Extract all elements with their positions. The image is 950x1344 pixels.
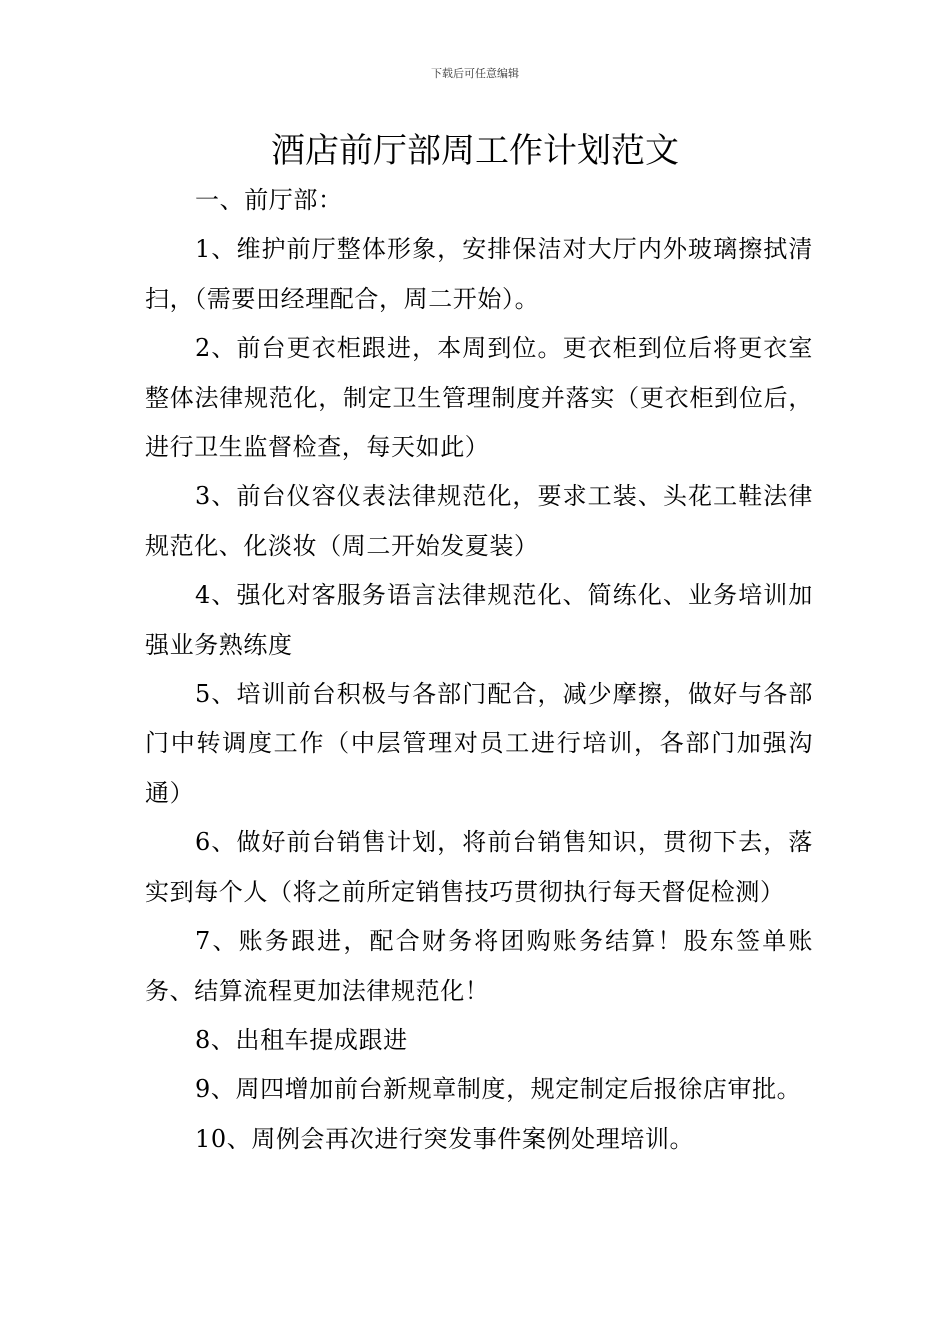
plan-item-8: 8、出租车提成跟进	[195, 1025, 408, 1054]
section-heading: 一、前厅部：	[195, 186, 343, 214]
plan-item-4: 4、强化对客服务语言法律规范化、简练化、业务培训加强业务熟练度	[145, 581, 813, 659]
plan-item-5: 5、培训前台积极与各部门配合，减少摩擦，做好与各部门中转调度工作（中层管理对员工进行培训，各部门加强沟通）	[145, 680, 813, 807]
document-title: 酒店前厅部周工作计划范文	[271, 131, 679, 171]
plan-item-6: 6、做好前台销售计划，将前台销售知识，贯彻下去，落实到每个人（将之前所定销售技巧贯彻执行每天督促检测）	[145, 828, 813, 906]
plan-item-10: 10、周例会再次进行突发事件案例处理培训。	[195, 1124, 695, 1153]
plan-item-7: 7、账务跟进，配合财务将团购账务结算！股东签单账务、结算流程更加法律规范化！	[145, 927, 813, 1005]
plan-item-9: 9、周四增加前台新规章制度，规定制定后报徐店审批。	[195, 1075, 802, 1104]
plan-item-1: 1、维护前厅整体形象，安排保洁对大厅内外玻璃擦拭清扫，（需要田经理配合，周二开始）。	[145, 235, 813, 313]
header-note: 下载后可任意编辑	[431, 67, 519, 80]
plan-item-3: 3、前台仪容仪表法律规范化，要求工装、头花工鞋法律规范化、化淡妆（周二开始发夏装）	[145, 482, 813, 560]
document-body	[145, 176, 813, 1164]
plan-item-2: 2、前台更衣柜跟进，本周到位。更衣柜到位后将更衣室整体法律规范化，制定卫生管理制度并落实（更衣柜到位后，进行卫生监督检查，每天如此）	[145, 334, 813, 462]
